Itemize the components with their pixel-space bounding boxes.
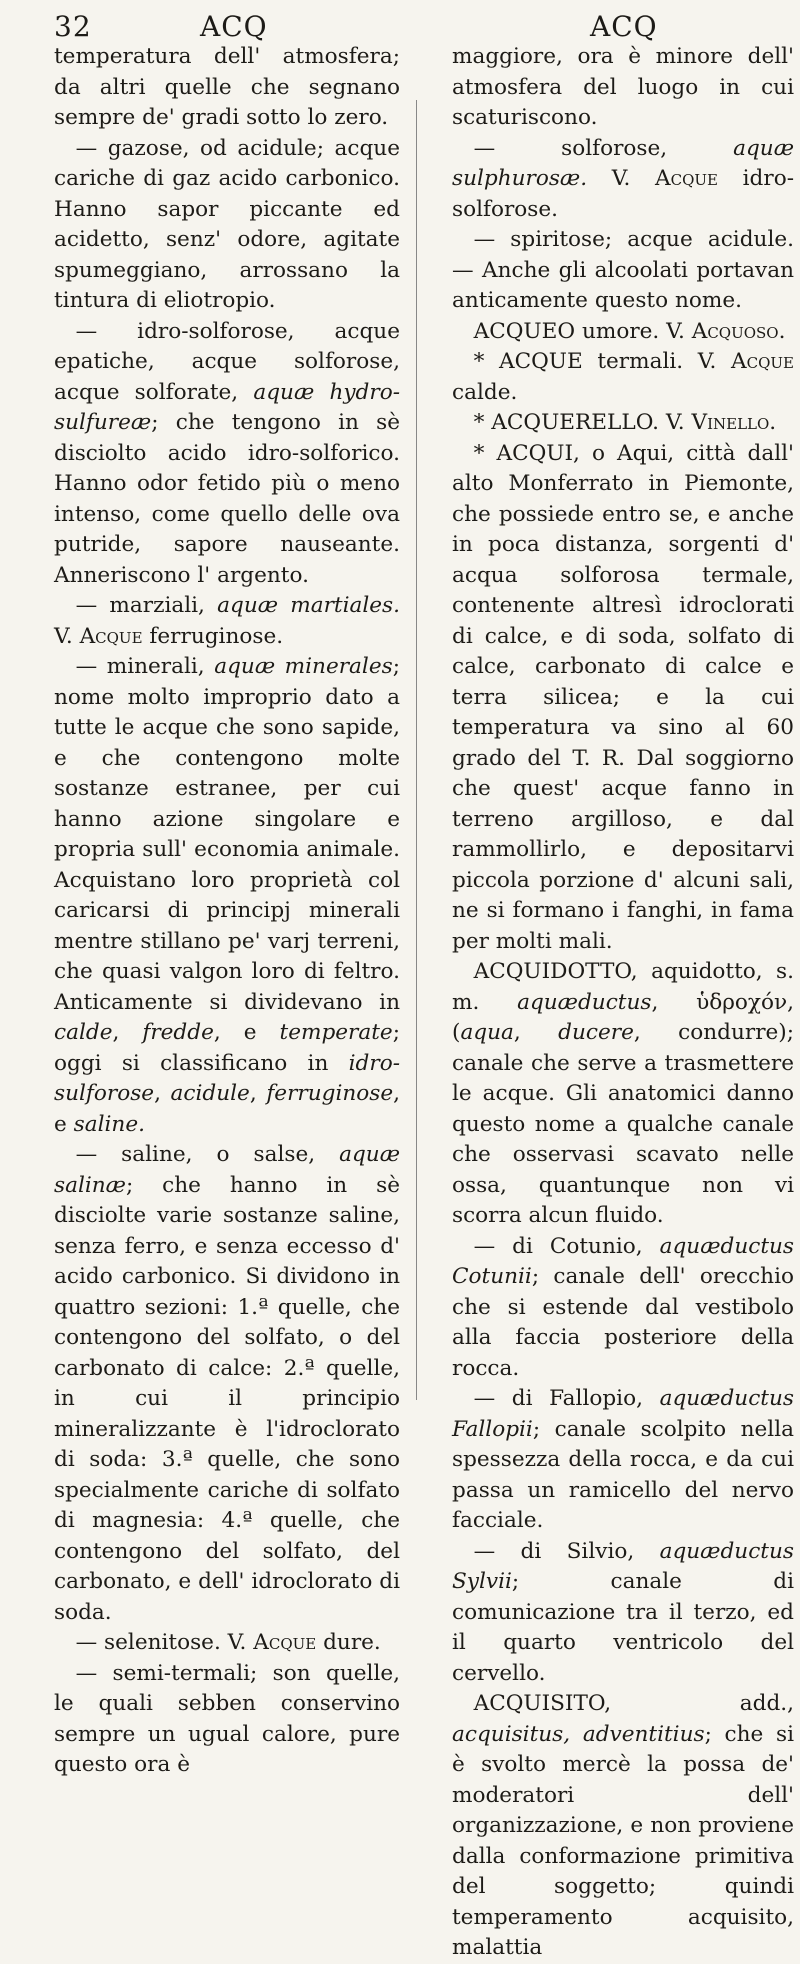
page-number: 32 [54, 10, 92, 43]
column-divider [416, 100, 417, 1400]
running-head-right: ACQ [590, 10, 658, 43]
entry-marziali: — marziali, aquæ martiales. V. Acque ferruginose. [54, 593, 400, 649]
entry-acqui: * ACQUI, o Aqui, città dall' alto Monferrato in Piemonte, che possiede entro se, e anche in poca distanza, sorgenti d' acqua solforosa termale, contenente altresì idroclorati di calce, e di soda, solfato di calce, carbonato di calce e terra silicea; e la cui temperatura va sino al 60 grado del T. R. Dal soggiorno che quest' acque fanno in terreno argilloso, e dal rammollirlo, e depositarvi piccola porzione d' alcuni sali, ne si formano i fanghi, in fama per molti mali. [452, 440, 794, 954]
entry-temperatura-cont: temperatura dell' atmosfera; da altri quelle che segnano sempre de' gradi sotto lo zero. [54, 44, 400, 130]
entry-idro-solforose: — idro-solforose, acque epatiche, acque solforose, acque solforate, aquæ hydro-sulfureæ; che tengono in sè disciolto acido idro-solforico. Hanno odor fetido più o meno intenso, come quello delle ova putride, sapore nauseante. Anneriscono l' argento. [54, 318, 400, 588]
right-column [452, 42, 794, 1964]
entry-spiritose: — spiritose; acque acidule. — Anche gli alcoolati portavan anticamente questo nome. [452, 227, 794, 313]
entry-gazose: — gazose, od acidule; acque cariche di gaz acido carbonico. Hanno sapor piccante ed acidetto, senz' odore, agitate spumeggiano, arrossano la tintura di eliotropio. [54, 135, 400, 313]
entry-cotunio: — di Cotunio, aquæductus Cotunii; canale dell' orecchio che si estende dal vestibolo alla faccia posteriore della rocca. [452, 1233, 794, 1381]
entry-acquidotto: ACQUIDOTTO, aquidotto, s. m. aquæductus, ὑδροχόν, (aqua, ducere, condurre); canale che serve a trasmettere le acque. Gli anatomici danno questo nome a qualche canale che osservasi scavato nelle ossa, quantunque non vi scorra alcun fluido. [452, 959, 794, 1228]
entry-semi-termali-cont: maggiore, ora è minore dell' atmosfera del luogo in cui scaturiscono. [452, 44, 794, 130]
entry-acquerello: * ACQUERELLO. V. Vinello. [473, 410, 777, 435]
entry-acque-termali: * ACQUE termali. V. Acque calde. [452, 349, 794, 405]
entry-minerali: — minerali, aquæ minerales; nome molto improprio dato a tutte le acque che sono sapide, e che contengono molte sostanze estranee, per cui hanno azione singolare e propria sull' economia animale. Acquistano loro proprietà col caricarsi di principj minerali mentre stillano pe' varj terreni, che quasi valgon loro di feltro. Anticamente si dividevano in calde, fredde, e temperate; oggi si classificano in idro-sulforose, acidule, ferruginose, e saline. [54, 654, 401, 1137]
entry-acqueo: ACQUEO umore. V. Acquoso. [473, 318, 786, 344]
entry-fallopio: — di Fallopio, aquæductus Fallopii; canale scolpito nella spessezza della rocca, e da cui passa un ramicello del nervo facciale. [452, 1386, 794, 1533]
entry-selenitose: — selenitose. V. Acque dure. [75, 1630, 381, 1655]
entry-silvio: — di Silvio, aquæductus Sylvii; canale di comunicazione tra il terzo, ed il quarto ventricolo del cervello. [452, 1538, 794, 1686]
entry-solforose: — solforose, aquæ sulphurosæ. V. Acque idro-solforose. [452, 135, 794, 222]
left-column [54, 42, 400, 1781]
running-head-left: ACQ [200, 10, 268, 43]
entry-semi-termali: — semi-termali; son quelle, le quali sebben conservino sempre un ugual calore, pure questo ora è [54, 1660, 400, 1777]
entry-saline: — saline, o salse, aquæ salinæ; che hanno in sè disciolte varie sostanze saline, senza ferro, e senza eccesso d' acido carbonico. Si dividono in quattro sezioni: 1.ª quelle, che contengono del solfato, o del carbonato di calce: 2.ª quelle, in cui il principio mineralizzante è l'idroclorato di soda: 3.ª quelle, che sono specialmente cariche di solfato di magnesia: 4.ª quelle, che contengono del solfato, del carbonato, e dell' idroclorato di soda. [54, 1142, 400, 1625]
entry-acquisito: ACQUISITO, add., acquisitus, adventitius; che si è svolto mercè la possa de' moderatori dell' organizzazione, e non proviene dalla conformazione primitiva del soggetto; quindi temperamento acquisito, malattia [452, 1691, 794, 1960]
